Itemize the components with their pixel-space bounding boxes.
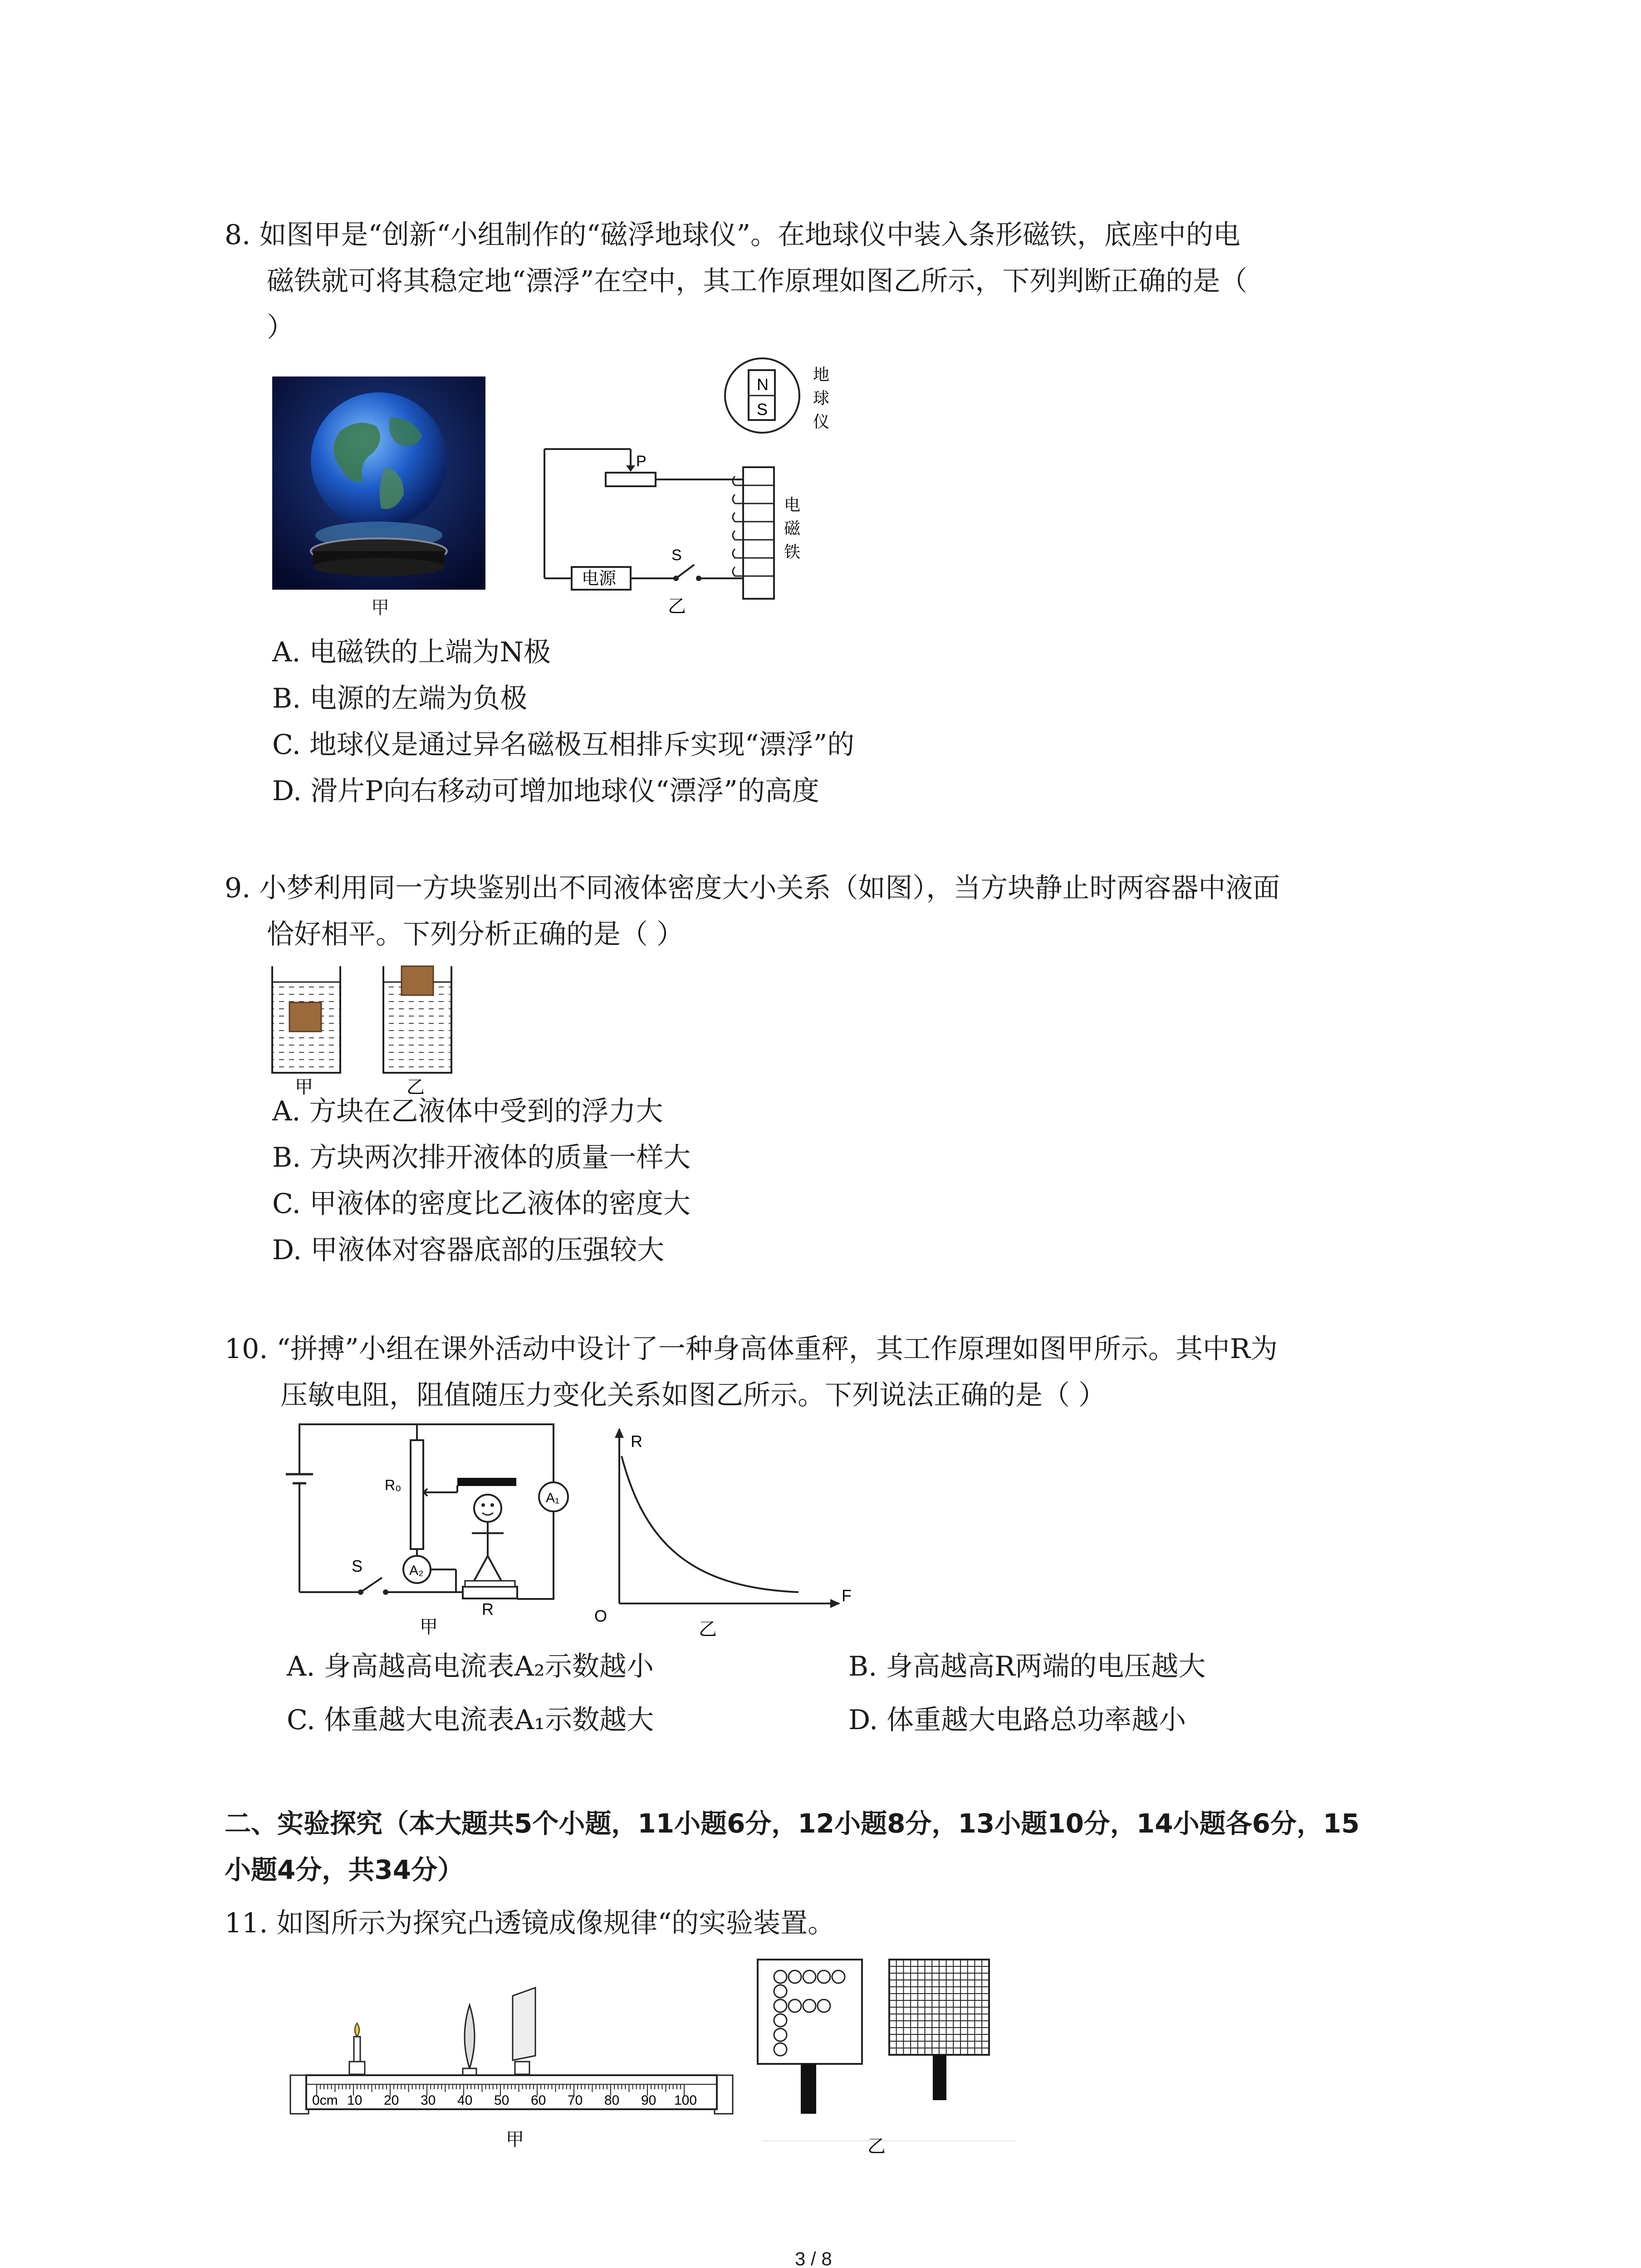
q10-r-label: R — [482, 1600, 494, 1618]
q9-line1: 9. 小梦利用同一方块鉴别出不同液体密度大小关系（如图），当方块静止时两容器中液面 — [225, 872, 1280, 904]
q8-option-b[interactable]: B. 电源的左端为负极 — [272, 683, 528, 714]
q10-fig-yi-label: 乙 — [699, 1619, 717, 1639]
q8-power-label: 电源 — [582, 569, 617, 588]
q10-graph-origin-label: O — [594, 1607, 607, 1625]
q8-magnet-s-label: S — [757, 400, 768, 419]
q8-em-label-2: 磁 — [784, 519, 801, 538]
q11-ruler-tick-10: 10 — [347, 2093, 362, 2108]
q8-fig-yi-label: 乙 — [668, 596, 686, 616]
q9-containers-figure — [268, 962, 467, 1098]
page-number: 3 / 8 — [795, 2248, 832, 2268]
q8-circuit-diagram — [535, 354, 862, 626]
q10-r0-label: R₀ — [385, 1477, 402, 1493]
q10-circuit-diagram — [281, 1420, 581, 1656]
q8-line1: 8. 如图甲是“创新“小组制作的“磁浮地球仪”。在地球仪中装入条形磁铁，底座中的电 — [225, 219, 1241, 251]
q8-em-label-1: 电 — [784, 495, 801, 514]
q11-fig-yi-label: 乙 — [867, 2136, 886, 2156]
q11-ruler-tick-0: 0cm — [312, 2093, 338, 2108]
q10-a1-label: A₁ — [546, 1491, 560, 1505]
q11-ruler-tick-20: 20 — [384, 2093, 399, 2108]
q8-globe-photo — [272, 376, 485, 590]
q8-fig-jia-label: 甲 — [371, 598, 389, 618]
q10-switch-s-label: S — [352, 1557, 363, 1575]
q10-option-d[interactable]: D. 体重越大电路总功率越小 — [848, 1704, 1186, 1736]
q11-ruler-tick-100: 100 — [674, 2093, 697, 2108]
q8-globe-label-3: 仪 — [813, 412, 830, 431]
section2-heading-line1: 二、实验探究（本大题共5个小题，11小题6分，12小题8分，13小题10分，14小题各6分，15 — [225, 1808, 1360, 1839]
q10-graph-r-axis-label: R — [631, 1432, 642, 1451]
q11-ruler-tick-30: 30 — [421, 2093, 436, 2108]
q11-ruler-tick-90: 90 — [641, 2093, 656, 2108]
q8-line3: ） — [267, 312, 294, 343]
q9-option-d[interactable]: D. 甲液体对容器底部的压强较大 — [272, 1234, 665, 1266]
q8-option-d[interactable]: D. 滑片P向右移动可增加地球仪“漂浮”的高度 — [272, 775, 819, 807]
q8-globe-label-2: 球 — [813, 389, 830, 407]
q8-magnet-n-label: N — [757, 375, 769, 394]
q8-option-c[interactable]: C. 地球仪是通过异名磁极互相排斥实现“漂浮”的 — [272, 729, 855, 761]
q8-option-a[interactable]: A. 电磁铁的上端为N极 — [272, 636, 551, 668]
q10-option-c[interactable]: C. 体重越大电流表A₁示数越大 — [287, 1704, 654, 1736]
q8-globe-label-1: 地 — [813, 365, 830, 384]
q11-optical-bench — [281, 1973, 744, 2155]
q11-ruler-tick-60: 60 — [531, 2093, 546, 2108]
q9-option-a[interactable]: A. 方块在乙液体中受到的浮力大 — [272, 1095, 663, 1127]
q10-option-b[interactable]: B. 身高越高R两端的电压越大 — [848, 1651, 1206, 1682]
q11-ruler-tick-70: 70 — [568, 2093, 583, 2108]
q9-option-c[interactable]: C. 甲液体的密度比乙液体的密度大 — [272, 1188, 691, 1220]
q10-fig-jia-label: 甲 — [420, 1617, 438, 1637]
q9-line2: 恰好相平。下列分析正确的是（ ） — [267, 919, 684, 950]
q9-fig-jia-label: 甲 — [295, 1077, 313, 1097]
q10-a2-label: A₂ — [409, 1563, 424, 1578]
q8-line2: 磁铁就可将其稳定地“漂浮”在空中，其工作原理如图乙所示，下列判断正确的是（ — [267, 265, 1248, 297]
q11-ruler-tick-50: 50 — [494, 2093, 509, 2108]
q11-f-light-and-screen — [753, 1950, 1025, 2159]
q10-line2: 压敏电阻，阻值随压力变化关系如图乙所示。下列说法正确的是（ ） — [280, 1379, 1106, 1411]
q11-ruler-tick-80: 80 — [604, 2093, 620, 2108]
q9-option-b[interactable]: B. 方块两次排开液体的质量一样大 — [272, 1142, 691, 1173]
q11-ruler-tick-40: 40 — [457, 2093, 473, 2108]
section2-heading-line2: 小题4分，共34分） — [225, 1854, 464, 1885]
q11-line1: 11. 如图所示为探究凸透镜成像规律“的实验装置。 — [225, 1907, 835, 1939]
q10-line1: 10. “拼搏”小组在课外活动中设计了一种身高体重秤，其工作原理如图甲所示。其中R为 — [225, 1333, 1278, 1365]
q8-switch-s-label: S — [671, 547, 682, 564]
q10-graph-f-axis-label: F — [842, 1586, 852, 1605]
q11-fig-jia-label: 甲 — [506, 2130, 524, 2150]
q8-slider-p-label: P — [636, 453, 647, 470]
q8-em-label-3: 铁 — [784, 543, 801, 561]
q10-rf-graph — [585, 1420, 867, 1656]
q9-fig-yi-label: 乙 — [407, 1077, 425, 1097]
q10-option-a[interactable]: A. 身高越高电流表A₂示数越小 — [287, 1651, 654, 1682]
